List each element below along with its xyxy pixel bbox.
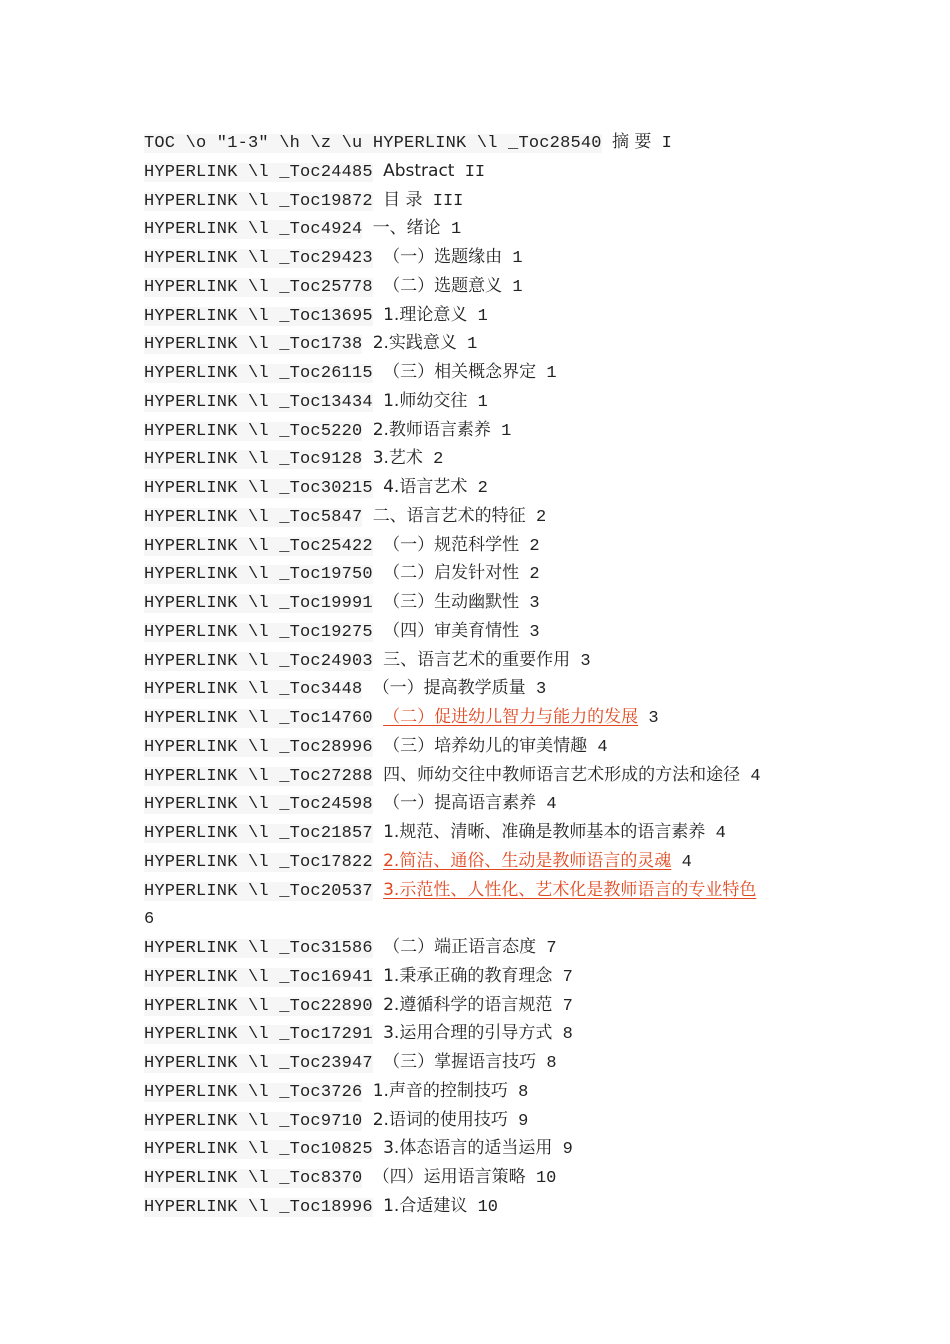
toc-page-number: 10 <box>535 1169 557 1188</box>
toc-page-number: 2 <box>433 450 444 470</box>
toc-page-number: 2 <box>529 536 540 556</box>
toc-line <box>144 674 864 703</box>
toc-page-number: 3 <box>529 594 540 613</box>
toc-entry-title: （二）启发针对性 <box>383 563 520 584</box>
toc-entry-title: 3.运用合理的引导方式 <box>383 1023 553 1044</box>
toc-page-number: 1 <box>477 392 488 412</box>
toc-line <box>144 789 864 818</box>
toc-entry-title: 一、绪论 <box>372 218 441 239</box>
toc-page-number: 2 <box>529 565 540 585</box>
toc-line <box>144 904 864 933</box>
field-code: HYPERLINK \l _Toc20537 <box>144 881 373 901</box>
toc-page-number: III <box>432 191 464 211</box>
field-code: HYPERLINK \l _Toc8370 <box>144 1169 363 1188</box>
field-code: HYPERLINK \l _Toc18996 <box>144 1197 373 1217</box>
toc-line <box>144 329 864 358</box>
field-code: HYPERLINK \l _Toc17822 <box>144 852 373 872</box>
toc-page-number: 1 <box>512 277 523 297</box>
field-code: HYPERLINK \l _Toc19750 <box>144 565 373 585</box>
field-code: HYPERLINK \l _Toc13434 <box>144 392 373 412</box>
toc-line <box>144 1134 864 1163</box>
field-code: HYPERLINK \l _Toc5220 <box>144 421 363 441</box>
toc-line <box>144 301 864 330</box>
toc-entry-title: 摘 要 <box>611 132 652 152</box>
toc-page-number: 1 <box>512 249 523 268</box>
field-code: HYPERLINK \l _Toc19991 <box>144 594 373 613</box>
toc-entry-title: 2.教师语言素养 <box>372 419 491 440</box>
toc-line <box>144 1192 864 1221</box>
toc-entry-title: （四）审美育情性 <box>383 620 520 641</box>
toc-entry-title: 1.秉承正确的教育理念 <box>383 965 553 986</box>
field-code: HYPERLINK \l _Toc23947 <box>144 1054 373 1073</box>
toc-entry-title: （二）端正语言态度 <box>383 937 537 957</box>
field-code: HYPERLINK \l _Toc10825 <box>144 1140 373 1160</box>
toc-line <box>144 962 864 991</box>
field-code: HYPERLINK \l _Toc3448 <box>144 680 363 700</box>
toc-page-number: 9 <box>518 1111 529 1131</box>
field-code: HYPERLINK \l _Toc21857 <box>144 824 373 843</box>
toc-line <box>144 531 864 560</box>
field-code: HYPERLINK \l _Toc17291 <box>144 1025 373 1045</box>
toc-line <box>144 186 864 215</box>
toc-line <box>144 991 864 1020</box>
field-code: HYPERLINK \l _Toc29423 <box>144 249 373 268</box>
toc-entry-title: （一）提高语言素养 <box>383 793 537 814</box>
toc-entry-title: 1.理论意义 <box>383 304 468 325</box>
field-code: HYPERLINK \l _Toc9128 <box>144 450 363 470</box>
toc-entry-title: 1.师幼交往 <box>383 390 468 411</box>
field-code: TOC \o "1-3" \h \z \u HYPERLINK \l _Toc28540 <box>144 134 602 153</box>
field-code: HYPERLINK \l _Toc19872 <box>144 191 373 211</box>
toc-page-number: 7 <box>562 996 573 1016</box>
toc-entry-title: 3.艺术 <box>372 448 423 469</box>
toc-line <box>144 416 864 445</box>
toc-line <box>144 157 864 186</box>
toc-line <box>144 847 864 876</box>
toc-entry-title: （三）生动幽默性 <box>383 592 520 612</box>
toc-entry-title: 1.声音的控制技巧 <box>372 1080 508 1101</box>
toc-line <box>144 761 864 790</box>
toc-line <box>144 243 864 272</box>
toc-entry-title: Abstract <box>383 160 455 181</box>
toc-line <box>144 1106 864 1135</box>
toc-line <box>144 358 864 387</box>
toc-entry-title: 1.合适建议 <box>383 1195 468 1216</box>
toc-page-number: 1 <box>477 306 488 326</box>
field-code: HYPERLINK \l _Toc26115 <box>144 364 373 383</box>
toc-page-number: 1 <box>501 421 512 441</box>
toc-entry-title: 三、语言艺术的重要作用 <box>383 649 571 670</box>
toc-page-number: 9 <box>562 1140 573 1160</box>
toc-line <box>144 272 864 301</box>
toc-page-number: 7 <box>562 967 573 987</box>
field-code: HYPERLINK \l _Toc9710 <box>144 1111 363 1131</box>
toc-entry-title: 1.规范、清晰、准确是教师基本的语言素养 <box>383 822 706 842</box>
toc-line <box>144 933 864 962</box>
toc-page-number: 4 <box>750 766 761 786</box>
field-code: HYPERLINK \l _Toc4924 <box>144 220 363 240</box>
toc-line <box>144 876 864 905</box>
toc-entry-title: （一）选题缘由 <box>383 247 503 267</box>
toc-page-number: 2 <box>535 507 547 527</box>
table-of-contents <box>144 128 864 1221</box>
toc-entry-title: 3.体态语言的适当运用 <box>383 1138 553 1159</box>
toc-entry-title: 二、语言艺术的特征 <box>372 505 526 526</box>
toc-entry-link[interactable]: 3.示范性、人性化、艺术化是教师语言的专业特色 <box>383 879 757 900</box>
toc-page-number: I <box>661 134 672 153</box>
toc-page-number: 8 <box>546 1054 557 1073</box>
toc-line <box>144 703 864 732</box>
toc-page-number: II <box>464 162 486 182</box>
toc-line <box>144 1077 864 1106</box>
field-code: HYPERLINK \l _Toc30215 <box>144 479 373 498</box>
toc-line <box>144 559 864 588</box>
field-code: HYPERLINK \l _Toc24903 <box>144 651 373 671</box>
field-code: HYPERLINK \l _Toc16941 <box>144 967 373 987</box>
toc-page-number: 3 <box>648 709 659 728</box>
field-code: HYPERLINK \l _Toc22890 <box>144 996 373 1016</box>
toc-line <box>144 128 864 157</box>
toc-page-number: 4 <box>715 824 726 843</box>
field-code: HYPERLINK \l _Toc24485 <box>144 162 373 182</box>
toc-entry-title: 四、师幼交往中教师语言艺术形成的方法和途径 <box>383 764 741 785</box>
toc-entry-title: 4.语言艺术 <box>383 477 468 497</box>
field-code: HYPERLINK \l _Toc24598 <box>144 795 373 815</box>
toc-line <box>144 646 864 675</box>
field-code: HYPERLINK \l _Toc31586 <box>144 939 373 958</box>
toc-line <box>144 214 864 243</box>
field-code: HYPERLINK \l _Toc1738 <box>144 335 363 355</box>
field-code: HYPERLINK \l _Toc13695 <box>144 306 373 326</box>
toc-line <box>144 1163 864 1192</box>
toc-line <box>144 473 864 502</box>
toc-page-number: 1 <box>467 335 478 355</box>
toc-page-number: 4 <box>546 795 557 815</box>
toc-page-number: 3 <box>580 651 591 671</box>
toc-line <box>144 502 864 531</box>
field-code: HYPERLINK \l _Toc28996 <box>144 737 373 757</box>
toc-entry-title: （三）培养幼儿的审美情趣 <box>383 735 588 756</box>
toc-line <box>144 617 864 646</box>
toc-entry-title: （三）相关概念界定 <box>383 362 537 382</box>
toc-entry-title: 2.实践意义 <box>372 333 457 354</box>
toc-entry-title: （三）掌握语言技巧 <box>383 1052 537 1072</box>
toc-page-number: 4 <box>597 737 608 757</box>
toc-page-number: 7 <box>546 939 557 958</box>
toc-page-number: 8 <box>518 1082 529 1102</box>
toc-entry-title: （一）规范科学性 <box>383 534 520 555</box>
field-code: HYPERLINK \l _Toc25778 <box>144 277 373 297</box>
toc-page-number: 3 <box>535 680 547 700</box>
toc-entry-link[interactable]: （二）促进幼儿智力与能力的发展 <box>383 707 639 727</box>
field-code: HYPERLINK \l _Toc19275 <box>144 622 373 642</box>
toc-entry-link[interactable]: 2.简洁、通俗、生动是教师语言的灵魂 <box>383 850 672 871</box>
toc-line <box>144 588 864 617</box>
toc-entry-title: （四）运用语言策略 <box>372 1167 526 1187</box>
toc-page-number: 1 <box>546 364 557 383</box>
toc-page-number: 8 <box>562 1025 573 1045</box>
field-code: HYPERLINK \l _Toc27288 <box>144 766 373 786</box>
toc-page-number: 10 <box>477 1197 498 1217</box>
toc-entry-title: 2.遵循科学的语言规范 <box>383 994 553 1015</box>
field-code: HYPERLINK \l _Toc25422 <box>144 536 373 556</box>
toc-page-number: 1 <box>450 220 462 240</box>
toc-page-number: 4 <box>681 852 692 872</box>
toc-entry-title: 2.语词的使用技巧 <box>372 1109 508 1130</box>
field-code: HYPERLINK \l _Toc5847 <box>144 507 363 527</box>
toc-line <box>144 444 864 473</box>
toc-entry-title: （二）选题意义 <box>383 275 503 296</box>
toc-entry-title: 目 录 <box>383 189 423 210</box>
toc-line <box>144 818 864 847</box>
toc-line <box>144 1048 864 1077</box>
toc-page-number: 2 <box>477 479 488 498</box>
toc-line <box>144 387 864 416</box>
toc-page-number: 6 <box>144 910 155 930</box>
toc-line <box>144 732 864 761</box>
toc-entry-title: （一）提高教学质量 <box>372 678 526 699</box>
field-code: HYPERLINK \l _Toc14760 <box>144 709 373 728</box>
toc-page-number: 3 <box>529 622 540 642</box>
field-code: HYPERLINK \l _Toc3726 <box>144 1082 363 1102</box>
toc-line <box>144 1019 864 1048</box>
